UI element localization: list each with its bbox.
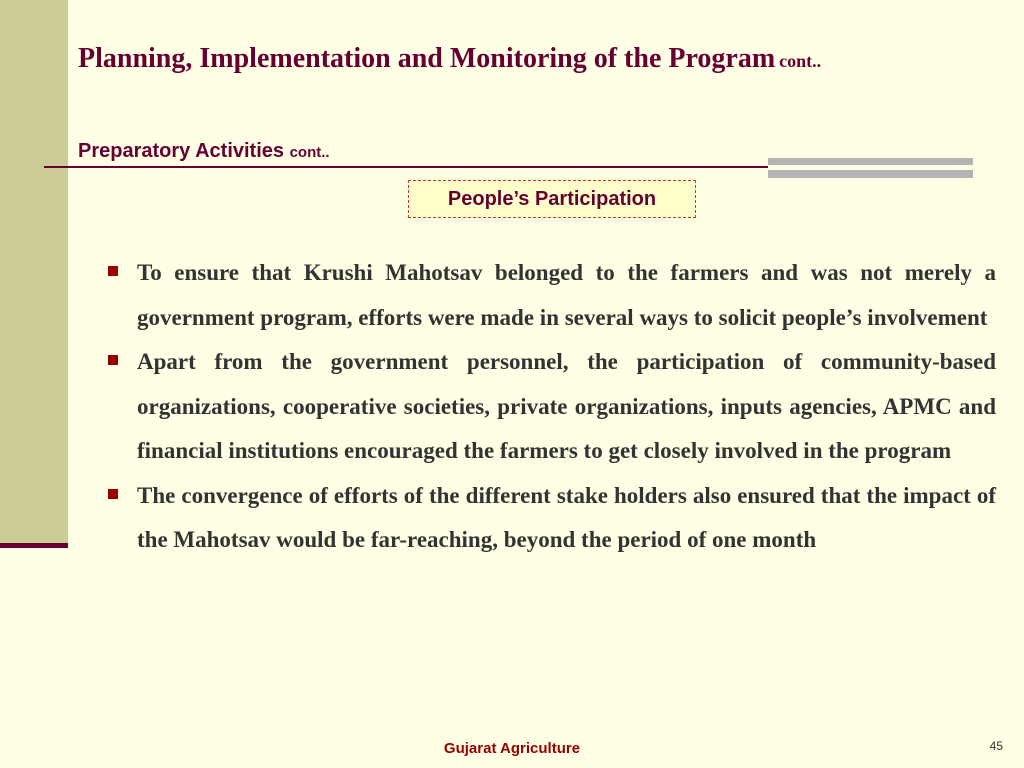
bullet-item — [103, 340, 996, 474]
bullet-list — [103, 251, 996, 563]
slide-title — [78, 42, 821, 76]
section-subtitle — [78, 139, 330, 163]
header-rule — [44, 166, 770, 168]
bullet-item — [103, 251, 996, 340]
topic-label: People’s Participation — [447, 187, 657, 210]
left-decorative-band — [0, 0, 68, 548]
header-rule-accent — [768, 158, 973, 178]
page-number: 45 — [989, 739, 1003, 753]
bullet-text: To ensure that Krushi Mahotsav belonged to the farmers and was not merely a government program, efforts were made in several ways to solicit people’s involvement — [137, 260, 996, 330]
footer-text: Gujarat Agriculture — [443, 740, 581, 757]
section-subtitle-suffix: cont.. — [289, 144, 330, 161]
square-bullet-icon — [108, 355, 118, 365]
square-bullet-icon — [108, 489, 118, 499]
bullet-text: The convergence of efforts of the different stake holders also ensured that the impact of the Mahotsav would be far-reaching, beyond the period of one month — [137, 482, 996, 552]
left-band-underline — [0, 543, 68, 548]
topic-label-box — [408, 180, 696, 218]
slide-title-text: Planning, Implementation and Monitoring of the Program — [78, 43, 776, 74]
bullet-text: Apart from the government personnel, the participation of community-based organizations, cooperative societies, private organizations, inputs agencies, APMC and financial institutions encouraged the farmers to get closely involved in the program — [137, 349, 996, 463]
slide-title-suffix: cont.. — [779, 51, 822, 71]
bullet-item — [103, 474, 996, 563]
square-bullet-icon — [108, 266, 118, 276]
section-subtitle-text: Preparatory Activities — [78, 140, 285, 162]
